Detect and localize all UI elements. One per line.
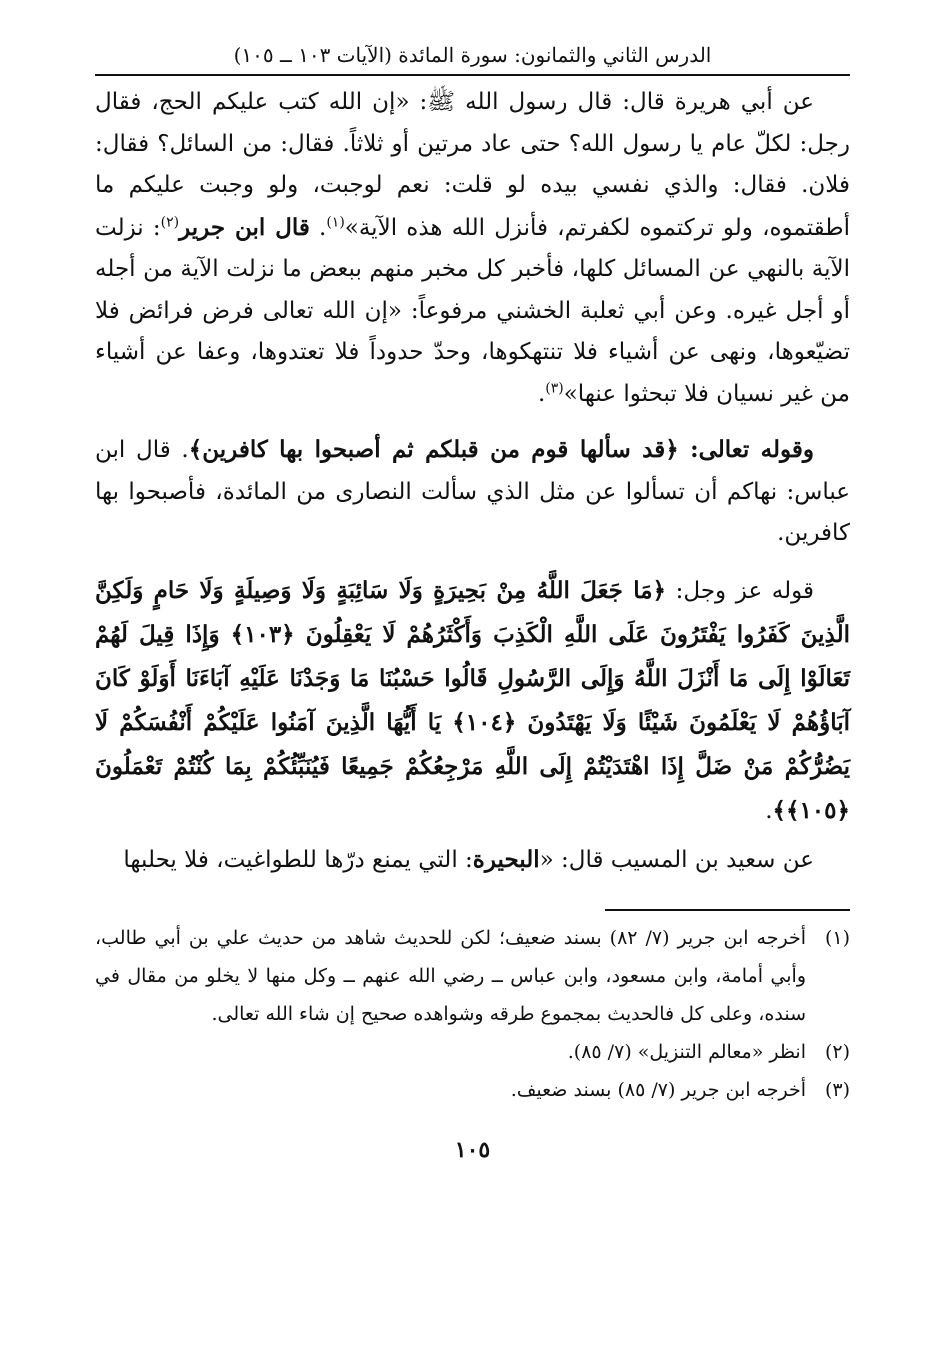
paragraph-commentary <box>95 429 850 555</box>
spacer <box>95 555 850 569</box>
footnote-text: انظر «معالم التنزيل» (٧/ ٨٥). <box>567 1041 806 1063</box>
footnote-text: أخرجه ابن جرير (٧/ ٨٢) بسند ضعيف؛ لكن للحديث شاهد من حديث علي بن أبي طالب، وأبي أمامة، وابن مسعود، وابن عباس ــ رضي الله عنهم ــ وكل منها لا يخلو من مقال في سنده، وعلى كل فالحديث بمجموع طرقه وشواهده صحيح إن شاء الله تعالى. <box>95 927 806 1025</box>
footnote-number: (٢) <box>824 1041 850 1063</box>
text-run: . <box>765 797 773 824</box>
footnote-item <box>95 919 850 1033</box>
footnote-number: (٣) <box>824 1079 850 1101</box>
bold-run: البحيرة <box>472 845 540 873</box>
running-header: الدرس الثاني والثمانون: سورة المائدة (الآيات ١٠٣ ــ ١٠٥) <box>95 40 850 76</box>
footnote-text: أخرجه ابن جرير (٧/ ٨٥) بسند ضعيف. <box>510 1079 806 1101</box>
footnote-ref-3: (٣) <box>545 379 564 396</box>
footnote-item <box>95 1071 850 1109</box>
book-page <box>95 40 850 1163</box>
spacer <box>95 415 850 429</box>
quran-verses: ﴿مَا جَعَلَ اللَّهُ مِنْ بَحِيرَةٍ وَلَا سَائِبَةٍ وَلَا وَصِيلَةٍ وَلَا حَامٍ وَلَكِنَّ الَّذِينَ كَفَرُوا يَفْتَرُونَ عَلَى اللَّهِ الْكَذِبَ وَأَكْثَرُهُمْ لَا يَعْقِلُونَ ﴿١٠٣﴾ وَإِذَا قِيلَ لَهُمْ تَعَالَوْا إِلَى مَا أَنْزَلَ اللَّهُ وَإِلَى الرَّسُولِ قَالُوا حَسْبُنَا مَا وَجَدْنَا عَلَيْهِ آبَاءَنَا أَوَلَوْ كَانَ آبَاؤُهُمْ لَا يَعْلَمُونَ شَيْئًا وَلَا يَهْتَدُونَ ﴿١٠٤﴾ يَا أَيُّهَا الَّذِينَ آمَنُوا عَلَيْكُمْ أَنْفُسَكُمْ لَا يَضُرُّكُمْ مَنْ ضَلَّ إِذَا اهْتَدَيْتُمْ إِلَى اللَّهِ مَرْجِعُكُمْ جَمِيعًا فَيُنَبِّئُكُمْ بِمَا كُنْتُمْ تَعْمَلُونَ ﴿١٠٥﴾﴾ <box>95 576 851 824</box>
footnote-number: (١) <box>824 927 850 949</box>
bold-run: قال ابن جرير <box>179 213 310 241</box>
text-run: قوله عز وجل: <box>666 577 815 604</box>
text-run: : نزلت الآية بالنهي عن المسائل كلها، فأخبر كل مخبر منهم ببعض ما نزلت الآية من أجله أو أجل غيره. وعن أبي ثعلبة الخشني مرفوعاً: «إن الله تعالى فرض فرائض فلا تضيّعوها، ونهى عن أشياء فلا تنتهكوها، وحدّ حدوداً فلا تعتدوها، وعفا عن أشياء من غير نسيان فلا تبحثوا عنها» <box>95 214 850 407</box>
page-number: ١٠٥ <box>454 1137 491 1163</box>
text-run: : التي يمنع درّها للطواغيت، فلا يحلبها <box>123 846 473 873</box>
footnote-divider <box>605 909 850 911</box>
footnote-item <box>95 1033 850 1071</box>
footnotes <box>95 919 850 1109</box>
text-run: . <box>537 380 546 407</box>
text-run: عن سعيد بن المسيب قال: « <box>539 846 814 873</box>
paragraph-hadith <box>95 82 850 415</box>
footnote-ref-2: (٢) <box>160 213 180 230</box>
paragraph-said-ibn-musayyib <box>95 839 850 882</box>
text-run: . <box>309 214 327 241</box>
paragraph-quran <box>95 569 850 833</box>
footnote-ref-1: (١) <box>326 213 345 230</box>
bold-run: وقوله تعالى: ﴿قد سألها قوم من قبلكم ثم أصبحوا بها كافرين﴾ <box>188 436 814 463</box>
text-run: عن أبي هريرة قال: قال رسول الله ﷺ: «إن الله كتب عليكم الحج، فقال رجل: لكلّ عام يا رسول الله؟ حتى عاد مرتين أو ثلاثاً. فقال: من السائل؟ فقال: فلان. فقال: والذي نفسي بيده لو قلت: نعم لوجبت، ولو وجبت عليكم ما أطقتموه، ولو تركتموه لكفرتم، فأنزل الله هذه الآية» <box>95 89 850 241</box>
text-run: . قال ابن عباس: نهاكم أن تسألوا عن مثل الذي سألت النصارى من المائدة، فأصبحوا بها كافرين. <box>95 437 850 546</box>
